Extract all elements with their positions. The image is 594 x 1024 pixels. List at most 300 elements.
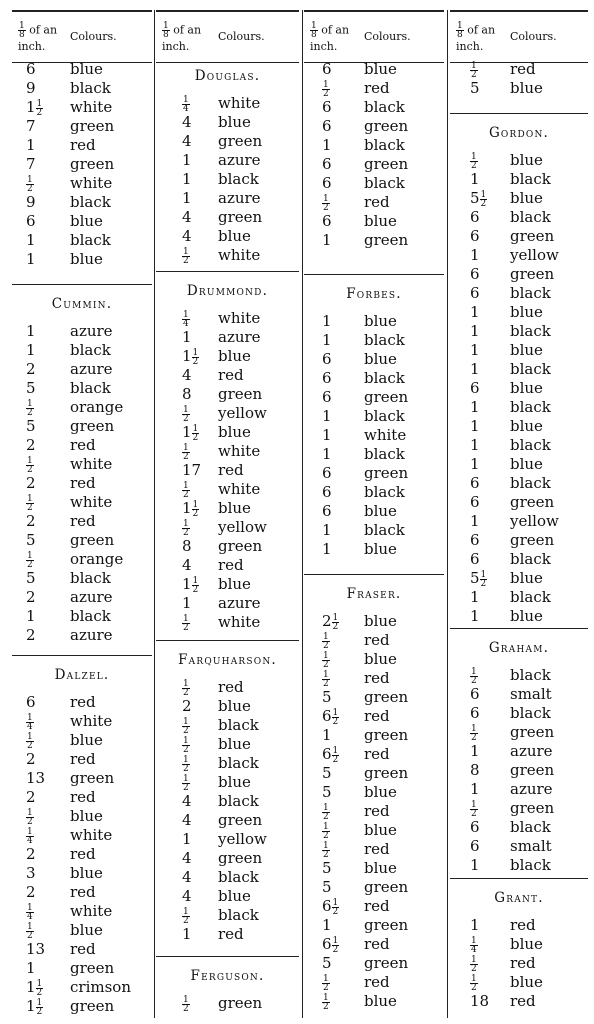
stripe-width: 4 — [182, 366, 192, 384]
stripe-width: 6 — [322, 117, 332, 135]
stripe-width — [470, 666, 478, 685]
stripe-colour: azure — [218, 594, 261, 612]
stripe-width: 6 — [470, 227, 480, 245]
stripe-width: 6 — [322, 155, 332, 173]
sett-row — [450, 818, 588, 837]
stripe-width: 17 — [182, 461, 202, 479]
stripe-colour: orange — [70, 550, 124, 568]
stripe-colour: black — [510, 170, 551, 188]
stripe-width: 13 — [26, 940, 46, 958]
stripe-width: 1 — [322, 521, 332, 539]
stripe-width: 2 — [26, 845, 36, 863]
stripe-width: 5 — [322, 764, 332, 782]
sett-row — [156, 328, 299, 347]
colours-header: Colours. — [510, 30, 557, 43]
sett-row — [304, 136, 444, 155]
sett-row — [304, 521, 444, 540]
stripe-colour: black — [218, 792, 259, 810]
stripe-width: 4 — [182, 113, 192, 131]
sett-row — [12, 626, 152, 645]
stripe-colour: green — [218, 537, 263, 555]
section-divider — [450, 628, 588, 629]
stripe-colour: red — [218, 461, 244, 479]
sett-row — [156, 697, 299, 716]
clan-name: Farquharson. — [178, 652, 277, 668]
stripe-width — [26, 712, 34, 731]
stripe-colour: red — [70, 512, 96, 530]
stripe-colour: white — [218, 309, 261, 327]
stripe-width: 5 — [26, 417, 36, 435]
sett-row — [156, 132, 299, 151]
fraction: $\frac{1}{8}$ — [163, 21, 169, 40]
stripe-width — [182, 404, 190, 423]
stripe-colour: black — [510, 666, 551, 684]
stripe-width: 4 — [182, 849, 192, 867]
sett-row — [12, 807, 152, 826]
stripe-colour: white — [70, 174, 113, 192]
stripe-colour: red — [218, 678, 244, 696]
stripe-colour: green — [364, 464, 409, 482]
column-rule — [154, 10, 155, 1018]
stripe-width — [470, 973, 478, 992]
stripe-colour: black — [510, 398, 551, 416]
stripe-width: 1 — [322, 726, 332, 744]
stripe-colour: red — [364, 745, 390, 763]
sett-row — [304, 388, 444, 407]
stripe-width: 2 — [26, 750, 36, 768]
stripe-width: 7 — [26, 117, 36, 135]
stripe-colour: red — [510, 60, 536, 78]
sett-row — [12, 769, 152, 788]
fraction: $\frac{1}{4}$ — [27, 826, 33, 846]
stripe-colour: black — [70, 569, 111, 587]
sett-row — [450, 569, 588, 588]
sett-row — [156, 246, 299, 265]
stripe-width: 1 $\frac{1}{2}$ — [182, 347, 199, 367]
sett-row — [156, 887, 299, 906]
sett-row — [12, 864, 152, 883]
fraction: $\frac{1}{2}$ — [323, 973, 329, 993]
sett-row — [450, 935, 588, 954]
stripe-colour: black — [510, 208, 551, 226]
stripe-colour: red — [364, 631, 390, 649]
sett-row — [304, 445, 444, 464]
stripe-width: 1 — [470, 916, 480, 934]
stripe-colour: red — [218, 556, 244, 574]
sett-row — [304, 231, 444, 250]
stripe-colour: red — [218, 925, 244, 943]
fraction: $\frac{1}{2}$ — [36, 978, 43, 998]
sett-row — [12, 959, 152, 978]
stripe-width — [322, 669, 330, 688]
stripe-width: 1 — [470, 398, 480, 416]
sett-row — [304, 98, 444, 117]
stripe-width: 1 — [182, 151, 192, 169]
stripe-width: 6 — [322, 369, 332, 387]
sett-row — [450, 170, 588, 189]
stripe-colour: green — [364, 117, 409, 135]
sett-row — [156, 480, 299, 499]
sett-row — [450, 799, 588, 818]
sett-row — [156, 227, 299, 246]
fraction: $\frac{1}{2}$ — [36, 997, 43, 1017]
stripe-width — [322, 802, 330, 821]
stripe-colour: green — [364, 726, 409, 744]
stripe-colour: green — [364, 388, 409, 406]
sett-row — [12, 569, 152, 588]
stripe-colour: blue — [510, 151, 543, 169]
stripe-colour: green — [510, 531, 555, 549]
stripe-colour: red — [70, 788, 96, 806]
stripe-colour: black — [218, 868, 259, 886]
column-header — [12, 10, 152, 63]
stripe-width: 1 $\frac{1}{2}$ — [26, 978, 43, 998]
stripe-width: 1 — [182, 328, 192, 346]
stripe-width: 6 — [26, 693, 36, 711]
stripe-width: 1 — [322, 331, 332, 349]
stripe-colour: blue — [218, 575, 251, 593]
stripe-colour: blue — [364, 350, 397, 368]
sett-row — [12, 436, 152, 455]
stripe-colour: red — [364, 935, 390, 953]
stripe-colour: blue — [364, 540, 397, 558]
stripe-colour: blue — [218, 697, 251, 715]
sett-row — [304, 802, 444, 821]
stripe-colour: white — [218, 94, 261, 112]
sett-row — [304, 426, 444, 445]
sett-row — [156, 773, 299, 792]
section-divider — [304, 274, 444, 275]
sett-row — [156, 735, 299, 754]
stripe-width: 1 $\frac{1}{2}$ — [182, 499, 199, 519]
stripe-colour: blue — [510, 189, 543, 207]
fraction: $\frac{1}{2}$ — [27, 493, 33, 513]
stripe-colour: azure — [70, 360, 113, 378]
sett-row — [156, 309, 299, 328]
sett-row — [156, 849, 299, 868]
stripe-colour: blue — [510, 935, 543, 953]
stripe-colour: black — [218, 716, 259, 734]
sett-row — [156, 385, 299, 404]
stripe-colour: black — [510, 704, 551, 722]
sett-row — [12, 360, 152, 379]
fraction: $\frac{1}{2}$ — [183, 716, 189, 736]
fraction: $\frac{1}{2}$ — [183, 994, 189, 1014]
stripe-width — [470, 799, 478, 818]
fraction: $\frac{1}{2}$ — [36, 98, 43, 118]
section-divider — [304, 574, 444, 575]
stripe-width — [322, 992, 330, 1011]
stripe-width — [26, 902, 34, 921]
stripe-colour: blue — [218, 227, 251, 245]
width-header: $\frac{1}{8}$ of an inch. — [18, 21, 58, 53]
stripe-colour: black — [70, 79, 111, 97]
sett-row — [156, 678, 299, 697]
stripe-width: 6 $\frac{1}{2}$ — [322, 935, 339, 955]
fraction: $\frac{1}{2}$ — [183, 906, 189, 926]
stripe-colour: azure — [70, 626, 113, 644]
stripe-width: 1 — [470, 436, 480, 454]
fraction: $\frac{1}{2}$ — [27, 455, 33, 475]
stripe-colour: blue — [70, 807, 103, 825]
stripe-width: 6 — [322, 483, 332, 501]
stripe-width: 5 — [26, 379, 36, 397]
stripe-colour: blue — [510, 417, 543, 435]
stripe-colour: azure — [70, 322, 113, 340]
stripe-width: 1 — [322, 445, 332, 463]
stripe-width — [182, 94, 190, 113]
stripe-width: 5 — [322, 783, 332, 801]
stripe-width — [182, 613, 190, 632]
stripe-colour: red — [364, 897, 390, 915]
stripe-width: 1 — [470, 341, 480, 359]
stripe-width: 6 — [470, 208, 480, 226]
stripe-colour: green — [364, 688, 409, 706]
sett-row — [156, 518, 299, 537]
sett-row — [450, 512, 588, 531]
stripe-colour: blue — [70, 60, 103, 78]
stripe-colour: red — [70, 436, 96, 454]
stripe-width: 6 — [322, 464, 332, 482]
stripe-width: 6 — [470, 493, 480, 511]
clan-name: Gordon. — [488, 125, 550, 141]
stripe-width: 5 — [26, 531, 36, 549]
stripe-width — [182, 442, 190, 461]
stripe-width: 1 — [470, 856, 480, 874]
fraction: $\frac{1}{2}$ — [183, 678, 189, 698]
fraction: $\frac{1}{2}$ — [471, 954, 477, 974]
stripe-width: 2 — [26, 626, 36, 644]
stripe-colour: black — [510, 436, 551, 454]
sett-row — [450, 436, 588, 455]
clan-name: Cummin. — [51, 296, 113, 312]
sett-row — [12, 883, 152, 902]
sett-row — [304, 369, 444, 388]
stripe-colour: white — [70, 712, 113, 730]
stripe-width: 2 — [26, 588, 36, 606]
stripe-colour: orange — [70, 398, 124, 416]
stripe-colour: white — [218, 442, 261, 460]
sett-row — [156, 613, 299, 632]
sett-row — [304, 212, 444, 231]
stripe-colour: red — [70, 845, 96, 863]
fraction: $\frac{1}{2}$ — [323, 802, 329, 822]
stripe-colour: green — [364, 231, 409, 249]
stripe-colour: black — [510, 360, 551, 378]
stripe-colour: yellow — [218, 830, 267, 848]
stripe-width: 6 — [470, 474, 480, 492]
sett-row — [12, 379, 152, 398]
stripe-width: 1 — [470, 455, 480, 473]
sett-row — [156, 94, 299, 113]
stripe-width: 1 — [322, 231, 332, 249]
fraction: $\frac{1}{8}$ — [311, 21, 317, 40]
fraction: $\frac{1}{2}$ — [192, 423, 199, 443]
stripe-colour: green — [510, 799, 555, 817]
column-rule — [447, 10, 448, 1018]
stripe-width: 6 — [470, 531, 480, 549]
stripe-colour: black — [218, 170, 259, 188]
sett-row — [12, 588, 152, 607]
width-header: $\frac{1}{8}$ of an inch. — [162, 21, 202, 53]
stripe-colour: black — [364, 136, 405, 154]
sett-row — [450, 761, 588, 780]
stripe-width: 1 — [182, 925, 192, 943]
sett-row — [12, 117, 152, 136]
sett-row — [12, 731, 152, 750]
fraction: $\frac{1}{2}$ — [183, 404, 189, 424]
sett-row — [304, 407, 444, 426]
stripe-colour: red — [364, 707, 390, 725]
sett-row — [450, 742, 588, 761]
stripe-width — [26, 550, 34, 569]
fraction: $\frac{1}{2}$ — [27, 731, 33, 751]
stripe-colour: white — [70, 455, 113, 473]
fraction: $\frac{1}{2}$ — [183, 246, 189, 266]
sett-row — [304, 707, 444, 726]
sett-row — [156, 925, 299, 944]
stripe-width — [322, 650, 330, 669]
stripe-width: 1 — [26, 250, 36, 268]
fraction: $\frac{1}{2}$ — [471, 666, 477, 686]
stripe-width: 2 — [182, 697, 192, 715]
clan-name: Fraser. — [346, 586, 402, 602]
stripe-width: 6 — [322, 60, 332, 78]
stripe-width — [26, 398, 34, 417]
stripe-colour: green — [364, 878, 409, 896]
stripe-width: 6 $\frac{1}{2}$ — [322, 897, 339, 917]
sett-row — [450, 531, 588, 550]
stripe-width: 18 — [470, 992, 490, 1010]
stripe-colour: blue — [364, 502, 397, 520]
fraction: $\frac{1}{2}$ — [471, 723, 477, 743]
stripe-width: 4 — [182, 811, 192, 829]
sett-row — [304, 483, 444, 502]
stripe-colour: black — [364, 369, 405, 387]
stripe-width: 1 — [322, 312, 332, 330]
stripe-colour: black — [510, 284, 551, 302]
stripe-colour: blue — [364, 60, 397, 78]
fraction: $\frac{1}{8}$ — [19, 21, 25, 40]
section-divider — [156, 640, 299, 641]
stripe-colour: white — [70, 493, 113, 511]
stripe-colour: blue — [364, 992, 397, 1010]
fraction: $\frac{1}{2}$ — [471, 973, 477, 993]
fraction: $\frac{1}{2}$ — [332, 935, 339, 955]
stripe-colour: green — [510, 723, 555, 741]
table-column-4 — [450, 10, 588, 1018]
clan-name: Douglas. — [194, 68, 261, 84]
stripe-colour: green — [218, 132, 263, 150]
stripe-colour: blue — [510, 973, 543, 991]
stripe-colour: green — [218, 385, 263, 403]
fraction: $\frac{1}{2}$ — [480, 569, 487, 589]
stripe-width — [182, 678, 190, 697]
table-column-3 — [304, 10, 444, 1018]
sett-row — [304, 60, 444, 79]
sett-row — [450, 780, 588, 799]
stripe-colour: blue — [510, 303, 543, 321]
stripe-colour: red — [364, 669, 390, 687]
stripe-width — [182, 246, 190, 265]
section-divider — [12, 655, 152, 656]
stripe-width: 6 — [322, 174, 332, 192]
stripe-colour: blue — [364, 612, 397, 630]
sett-row — [156, 347, 299, 366]
sett-row — [304, 79, 444, 98]
sett-row — [450, 227, 588, 246]
sett-row — [450, 455, 588, 474]
stripe-width: 1 $\frac{1}{2}$ — [182, 575, 199, 595]
stripe-colour: blue — [218, 423, 251, 441]
stripe-colour: red — [364, 79, 390, 97]
sett-row — [450, 493, 588, 512]
sett-row — [12, 493, 152, 512]
colours-header: Colours. — [364, 30, 411, 43]
sett-row — [156, 366, 299, 385]
stripe-colour: green — [70, 417, 115, 435]
sett-row — [450, 151, 588, 170]
sett-row — [12, 902, 152, 921]
sett-row — [304, 631, 444, 650]
stripe-colour: black — [364, 521, 405, 539]
fraction: $\frac{1}{2}$ — [332, 612, 339, 632]
stripe-colour: black — [364, 407, 405, 425]
stripe-colour: red — [70, 693, 96, 711]
sett-row — [450, 60, 588, 79]
stripe-width: 2 — [26, 474, 36, 492]
stripe-colour: red — [70, 136, 96, 154]
stripe-colour: black — [70, 341, 111, 359]
stripe-width: 8 — [182, 385, 192, 403]
fraction: $\frac{1}{2}$ — [471, 151, 477, 171]
stripe-colour: black — [364, 445, 405, 463]
sett-row — [304, 878, 444, 897]
stripe-width: 9 — [26, 79, 36, 97]
sett-row — [450, 685, 588, 704]
column-header — [450, 10, 588, 63]
stripe-width — [26, 921, 34, 940]
stripe-colour: black — [510, 550, 551, 568]
sett-row — [156, 754, 299, 773]
fraction: $\frac{1}{2}$ — [323, 840, 329, 860]
stripe-width: 5 — [322, 688, 332, 706]
sett-row — [304, 193, 444, 212]
sett-row — [304, 783, 444, 802]
sett-row — [450, 322, 588, 341]
stripe-width — [470, 151, 478, 170]
sett-row — [12, 417, 152, 436]
clan-name: Ferguson. — [190, 968, 265, 984]
stripe-colour: azure — [218, 189, 261, 207]
sett-row — [12, 79, 152, 98]
sett-row — [12, 193, 152, 212]
stripe-width: 6 — [470, 379, 480, 397]
stripe-colour: black — [364, 331, 405, 349]
section-divider — [156, 271, 299, 272]
stripe-width — [182, 735, 190, 754]
stripe-colour: black — [364, 483, 405, 501]
sett-row — [12, 98, 152, 117]
stripe-width: 1 — [470, 360, 480, 378]
fraction: $\frac{1}{2}$ — [192, 347, 199, 367]
stripe-colour: blue — [510, 379, 543, 397]
stripe-width: 5 $\frac{1}{2}$ — [470, 189, 487, 209]
stripe-width: 2 — [26, 512, 36, 530]
sett-row — [304, 174, 444, 193]
stripe-colour: red — [364, 840, 390, 858]
sett-row — [12, 250, 152, 269]
